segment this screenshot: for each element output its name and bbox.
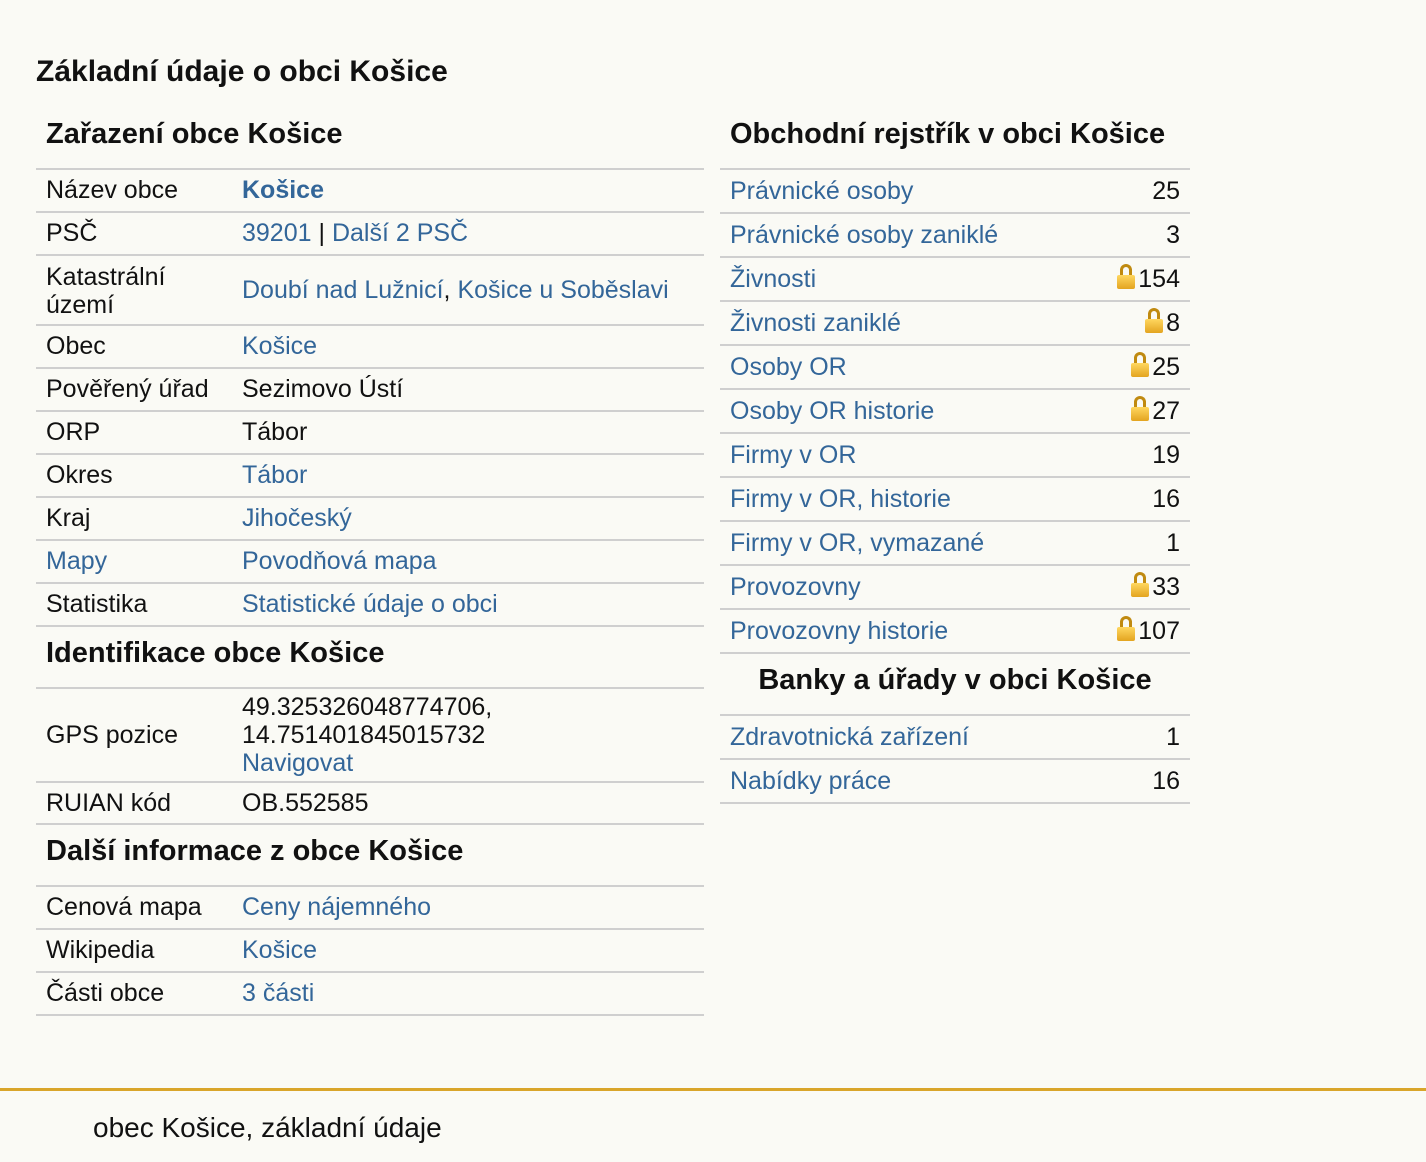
table-row (720, 257, 1190, 301)
rejstrik-title: Obchodní rejstřík v obci Košice (720, 108, 1190, 170)
obec-label: Obec (36, 325, 232, 368)
row-count: 25 (1152, 176, 1180, 205)
row-count: 3 (1166, 220, 1180, 249)
row-link[interactable]: Provozovny historie (730, 616, 949, 645)
nazev-label: Název obce (36, 170, 232, 212)
dalsi-title: Další informace z obce Košice (36, 825, 704, 887)
row-count: 16 (1152, 484, 1180, 513)
footer-text: obec Košice, základní údaje (93, 1112, 442, 1143)
statistika-label: Statistika (36, 583, 232, 626)
statistika-link[interactable]: Statistické údaje o obci (242, 590, 498, 618)
row-link[interactable]: Firmy v OR (730, 440, 857, 469)
row-count: 16 (1152, 766, 1180, 795)
table-row (720, 433, 1190, 477)
lock-icon (1117, 264, 1135, 289)
table-row (36, 782, 704, 824)
katastr-label: Katastrální území (36, 255, 232, 325)
lock-icon (1131, 396, 1149, 421)
okres-link[interactable]: Tábor (242, 461, 308, 489)
table-row (36, 454, 704, 497)
gps-latitude: 49.325326048774706, (242, 693, 493, 721)
psc-separator: | (318, 219, 325, 247)
page-title: Základní údaje o obci Košice (36, 55, 448, 88)
identifikace-table (36, 689, 704, 825)
left-column (36, 108, 704, 1016)
row-count: 1 (1166, 528, 1180, 557)
row-count: 8 (1166, 309, 1180, 337)
table-row (720, 716, 1190, 759)
table-row (720, 345, 1190, 389)
lock-icon (1131, 352, 1149, 377)
ruian-value: OB.552585 (232, 782, 704, 824)
table-row (720, 301, 1190, 345)
cenova-label: Cenová mapa (36, 887, 232, 929)
table-row (36, 212, 704, 255)
footer-divider (0, 1088, 1426, 1091)
wiki-label: Wikipedia (36, 929, 232, 972)
table-row (720, 565, 1190, 609)
ceny-najemneho-link[interactable]: Ceny nájemného (242, 893, 432, 921)
table-row (36, 887, 704, 929)
table-row (720, 759, 1190, 803)
katastr-link-doubi[interactable]: Doubí nad Lužnicí (242, 275, 444, 304)
row-link[interactable]: Provozovny (730, 572, 861, 601)
row-link[interactable]: Firmy v OR, historie (730, 484, 951, 513)
casti-label: Části obce (36, 972, 232, 1015)
kraj-label: Kraj (36, 497, 232, 540)
row-count: 27 (1152, 397, 1180, 425)
identifikace-title: Identifikace obce Košice (36, 627, 704, 689)
table-row (36, 689, 704, 782)
lock-icon (1131, 572, 1149, 597)
row-count: 154 (1138, 265, 1180, 293)
row-count: 33 (1152, 573, 1180, 601)
rejstrik-table (720, 170, 1190, 654)
right-column (720, 108, 1190, 804)
lock-icon (1117, 616, 1135, 641)
table-row (36, 325, 704, 368)
okres-label: Okres (36, 454, 232, 497)
row-link[interactable]: Nabídky práce (730, 766, 892, 795)
gps-label: GPS pozice (36, 689, 232, 782)
table-row (36, 972, 704, 1015)
navigovat-link[interactable]: Navigovat (242, 749, 354, 777)
table-row (720, 389, 1190, 433)
psc-label: PSČ (36, 212, 232, 255)
table-row (36, 583, 704, 626)
gps-longitude: 14.751401845015732 (242, 721, 486, 749)
banky-title: Banky a úřady v obci Košice (720, 654, 1190, 716)
dalsi-table (36, 887, 704, 1016)
mapy-link[interactable]: Mapy (46, 547, 108, 575)
zarazeni-table (36, 170, 704, 627)
lock-icon (1145, 308, 1163, 333)
orp-label: ORP (36, 411, 232, 454)
ruian-label: RUIAN kód (36, 782, 232, 824)
nazev-link[interactable]: Košice (242, 176, 324, 204)
row-count: 107 (1138, 617, 1180, 645)
table-row (36, 540, 704, 583)
katastr-link-kosice[interactable]: Košice u Soběslavi (457, 275, 669, 304)
row-link[interactable]: Osoby OR historie (730, 396, 935, 425)
table-row (36, 368, 704, 411)
row-count: 25 (1152, 353, 1180, 381)
row-count: 1 (1166, 722, 1180, 751)
table-row (36, 411, 704, 454)
katastr-separator: , (443, 275, 451, 304)
row-link[interactable]: Živnosti (730, 264, 817, 293)
row-link[interactable]: Právnické osoby (730, 176, 914, 205)
row-link[interactable]: Osoby OR (730, 352, 847, 381)
urad-label: Pověřený úřad (36, 368, 232, 411)
obec-link[interactable]: Košice (242, 332, 318, 360)
urad-value: Sezimovo Ústí (232, 368, 704, 411)
row-link[interactable]: Živnosti zaniklé (730, 308, 901, 337)
kraj-link[interactable]: Jihočeský (242, 504, 352, 532)
table-row (720, 521, 1190, 565)
table-row (720, 477, 1190, 521)
table-row (36, 497, 704, 540)
table-row (36, 255, 704, 325)
table-row (36, 170, 704, 212)
table-row (720, 213, 1190, 257)
zarazeni-title: Zařazení obce Košice (36, 108, 704, 170)
row-link[interactable]: Zdravotnická zařízení (730, 722, 969, 751)
orp-value: Tábor (232, 411, 704, 454)
row-count: 19 (1152, 440, 1180, 469)
casti-obce-link[interactable]: 3 části (242, 979, 315, 1007)
wikipedia-link[interactable]: Košice (242, 936, 318, 964)
table-row (720, 609, 1190, 653)
table-row (36, 929, 704, 972)
row-link[interactable]: Firmy v OR, vymazané (730, 528, 985, 557)
povodnova-mapa-link[interactable]: Povodňová mapa (242, 547, 437, 575)
row-link[interactable]: Právnické osoby zaniklé (730, 220, 999, 249)
table-row (720, 170, 1190, 213)
banky-table (720, 716, 1190, 804)
psc-more-link[interactable]: Další 2 PSČ (331, 219, 469, 247)
psc-link[interactable]: 39201 (242, 219, 312, 247)
